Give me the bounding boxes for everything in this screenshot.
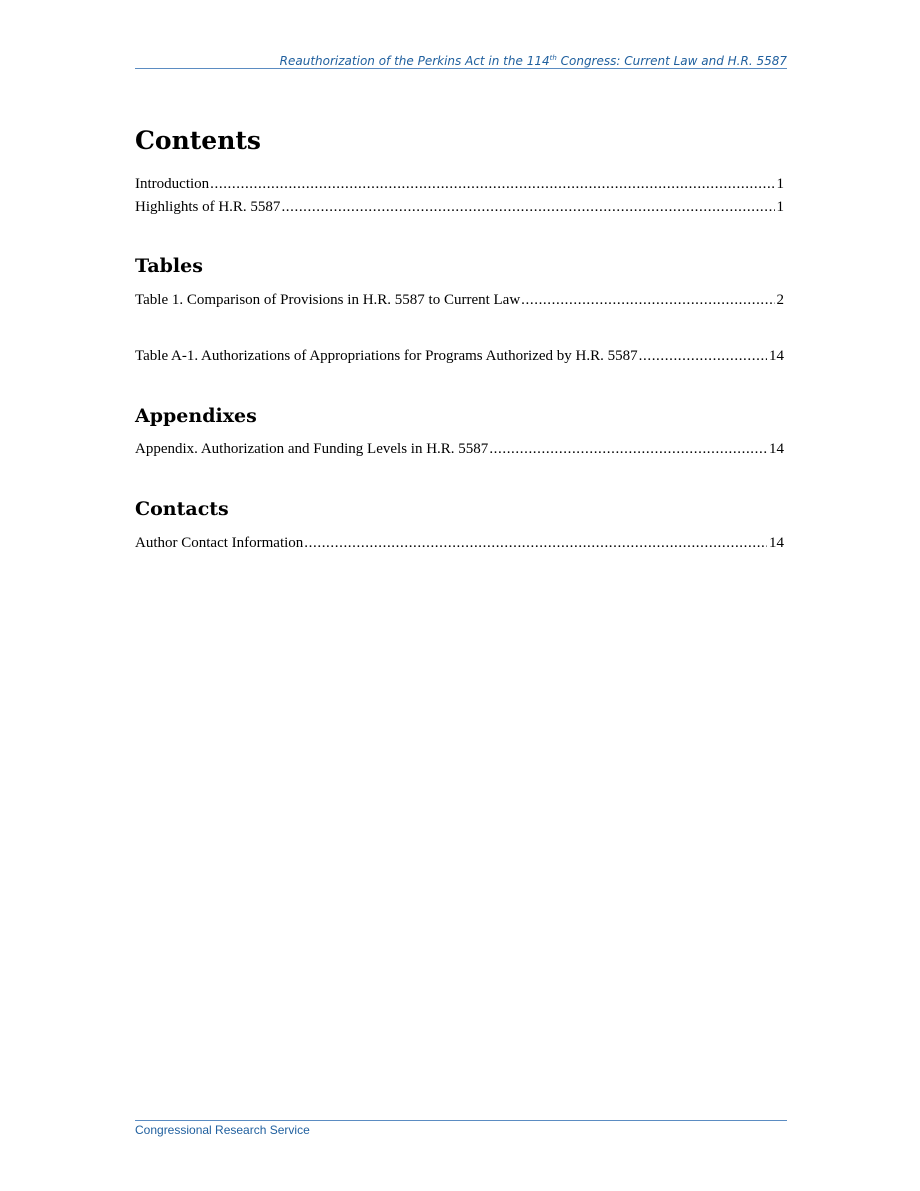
header-divider bbox=[135, 68, 787, 69]
dot-leader bbox=[521, 291, 774, 309]
toc-entry-page: 1 bbox=[776, 176, 784, 192]
toc-entry-title: Table A-1. Authorizations of Appropriations for Programs Authorized by H.R. 5587 bbox=[135, 348, 638, 364]
toc-entry-introduction[interactable] bbox=[135, 175, 784, 193]
dot-leader bbox=[489, 440, 767, 458]
running-footer: Congressional Research Service bbox=[135, 1123, 310, 1137]
tables-heading: Tables bbox=[135, 255, 203, 277]
running-header bbox=[135, 54, 787, 68]
toc-entry-page: 2 bbox=[776, 292, 784, 308]
dot-leader bbox=[639, 347, 767, 365]
toc-entry-table-1[interactable] bbox=[135, 291, 784, 309]
dot-leader bbox=[281, 198, 774, 216]
toc-entry-title: Author Contact Information bbox=[135, 535, 304, 551]
running-header-prefix: Reauthorization of the Perkins Act in the 114 bbox=[279, 54, 550, 68]
toc-entry-page: 14 bbox=[769, 348, 784, 364]
toc-entry-page: 14 bbox=[769, 441, 784, 457]
toc-entry-highlights[interactable] bbox=[135, 198, 784, 216]
toc-entry-title: Table 1. Comparison of Provisions in H.R. 5587 to Current Law bbox=[135, 292, 521, 308]
running-header-suffix: Congress: Current Law and H.R. 5587 bbox=[556, 54, 787, 68]
dot-leader bbox=[210, 175, 774, 193]
toc-entry-table-a1[interactable] bbox=[135, 347, 784, 365]
toc-entry-title: Appendix. Authorization and Funding Levels in H.R. 5587 bbox=[135, 441, 489, 457]
contacts-heading: Contacts bbox=[135, 498, 229, 520]
toc-entry-page: 1 bbox=[776, 199, 784, 215]
appendixes-heading: Appendixes bbox=[135, 405, 257, 427]
dot-leader bbox=[304, 534, 767, 552]
toc-entry-title: Introduction bbox=[135, 176, 210, 192]
toc-entry-author-contact[interactable] bbox=[135, 534, 784, 552]
toc-entry-page: 14 bbox=[769, 535, 784, 551]
footer-divider bbox=[135, 1120, 787, 1121]
contents-heading: Contents bbox=[135, 126, 262, 155]
running-header-superscript: th bbox=[549, 54, 557, 62]
toc-entry-appendix[interactable] bbox=[135, 440, 784, 458]
toc-entry-title: Highlights of H.R. 5587 bbox=[135, 199, 281, 215]
